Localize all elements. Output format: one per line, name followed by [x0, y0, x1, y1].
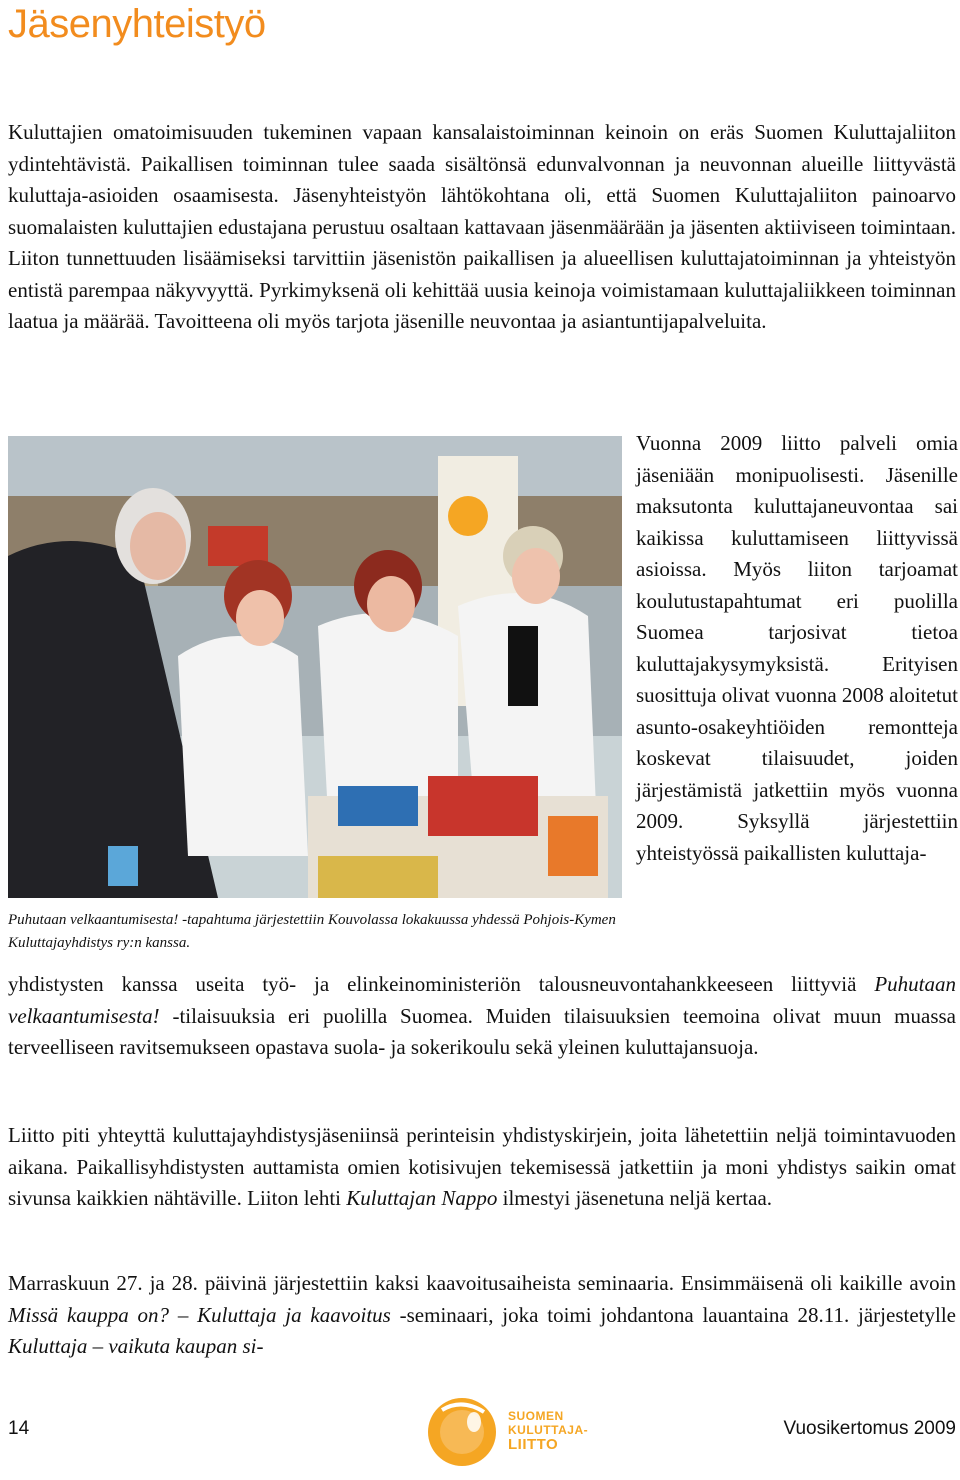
side-column-text: Vuonna 2009 liitto palveli omia jäseniään monipuolisesti. Jäsenille maksutonta kuluttajaneuvontaa sai kaikissa kuluttamiseen liittyvissä asioissa. Myös liiton tarjoamat koulutustapahtumat eri puolilla Suomea tarjosivat tietoa kuluttajakysymyksistä. Erityisen suosittuja olivat vuonna 2008 aloitetut asunto-osakeyhtiöiden remontteja koskevat tilaisuudet, joiden järjestämistä jatkettiin myös vuonna 2009. Syksyllä järjestettiin yhteistyössä paikallisten kuluttaja-	[636, 431, 958, 865]
paragraph-workshops-text-2: -tilaisuuksia eri puolilla Suomea. Muiden tilaisuuksien teemoina olivat muun muassa terveelliseen ravitsemukseen opastava suola- ja sokerikoulu sekä yleinen kuluttajansuoja.	[8, 1003, 956, 1059]
paragraph-workshops-text-1: yhdistysten kanssa useita työ- ja elinkeinoministeriön talousneuvontahankkeeseen liittyviä	[8, 972, 875, 996]
logo-line-1: SUOMEN	[508, 1409, 564, 1423]
paragraph-communication-text-1: Liitto piti yhteyttä kuluttajayhdistysjäseniinsä perinteisin yhdistyskirjein, joita lähetettiin neljä toimintavuoden aikana. Paikallisyhdistysten auttamista omien kotisivujen tekemisessä jatkettiin ja moni yhdistys saikin omat sivunsa kaikkien nähtäville. Liiton lehti	[8, 1123, 956, 1210]
report-title: Vuosikertomus 2009	[783, 1418, 956, 1439]
paragraph-communication	[8, 1120, 956, 1215]
photo-caption: Puhutaan velkaantumisesta! -tapahtuma järjestettiin Kouvolassa lokakuussa yhdessä Pohjois-Kymen Kuluttajayhdistys ry:n kanssa.	[8, 912, 616, 951]
paragraph-communication-text-2: ilmestyi jäsenetuna neljä kertaa.	[497, 1186, 773, 1210]
event-photo	[8, 436, 622, 898]
seminar-2-name: Kuluttaja – vaikuta kaupan si-	[8, 1334, 264, 1358]
magazine-name: Kuluttajan Nappo	[346, 1186, 498, 1210]
logo-line-2: KULUTTAJA-	[508, 1423, 589, 1437]
event-name: Puhutaan velkaantumisesta!	[8, 972, 956, 1028]
intro-paragraph: Kuluttajien omatoimisuuden tukeminen vapaan kansalaistoiminnan keinoin on eräs Suomen Kuluttajaliiton ydintehtävistä. Paikallisen toiminnan tulee saada sisältönsä edunvalvonnan ja neuvonnan alueille liittyvästä kuluttaja-asioiden osaamisesta. Jäsenyhteistyön lähtökohtana oli, että Suomen Kuluttajaliiton painoarvo suomalaisten kuluttajien edustajana perustuu osaltaan kattavaan jäsenmäärään ja jäsenten aktiiviseen toimintaan. Liiton tunnettuuden lisäämiseksi tarvittiin jäsenistön paikallisen ja alueellisen kuluttajatoiminnan ja yhteistyön entistä parempaa näkyvyyttä. Pyrkimyksenä oli kehittää uusia keinoja voimistamaan kuluttajaliikkeen toiminnan laatua ja määrää. Tavoitteena oli myös tarjota jäsenille neuvontaa ja asiantuntijapalveluita.	[8, 120, 956, 333]
paragraph-workshops	[8, 969, 956, 1064]
page-title: Jäsenyhteistyö	[8, 2, 266, 46]
orange-circle-icon	[422, 1392, 502, 1472]
kuluttajaliitto-logo	[422, 1392, 589, 1472]
logo-line-3: LIITTO	[508, 1436, 559, 1453]
paragraph-seminars-text-1: Marraskuun 27. ja 28. päivinä järjestettiin kaksi kaavoitusaiheista seminaaria. Ensimmäisenä oli kaikille avoin	[8, 1271, 956, 1295]
seminar-1-name: Missä kauppa on? – Kuluttaja ja kaavoitus	[8, 1302, 391, 1327]
page-number: 14	[8, 1418, 30, 1439]
paragraph-seminars-text-2: -seminaari, joka toimi johdantona lauantaina 28.11. järjestetylle	[390, 1302, 956, 1327]
paragraph-seminars	[8, 1268, 956, 1363]
